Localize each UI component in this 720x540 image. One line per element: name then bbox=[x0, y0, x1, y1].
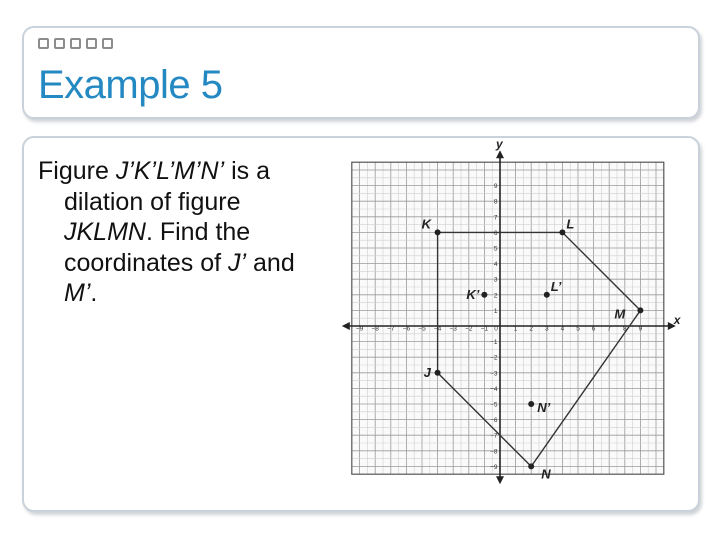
y-axis-label: y bbox=[496, 137, 503, 152]
vertex-n-prime-label: N’ bbox=[537, 400, 551, 415]
x-tick-label: 1 bbox=[513, 325, 518, 333]
x-tick-label: −5 bbox=[418, 325, 426, 333]
y-tick-label: 8 bbox=[493, 198, 498, 206]
y-tick-label: 7 bbox=[493, 214, 498, 222]
vertex-k-prime-point bbox=[481, 292, 487, 298]
y-tick-label: 1 bbox=[493, 307, 498, 315]
y-tick-label: −5 bbox=[490, 401, 498, 409]
square-icon bbox=[102, 38, 113, 49]
point-name: J’ bbox=[228, 248, 247, 277]
x-tick-label: −1 bbox=[480, 325, 489, 333]
y-tick-label: 4 bbox=[493, 261, 498, 269]
vertex-l-prime-label: L’ bbox=[550, 278, 562, 294]
square-icon bbox=[70, 38, 81, 49]
y-tick-label: 3 bbox=[493, 276, 498, 284]
vertex-n-prime-point bbox=[528, 401, 534, 407]
vertex-l-label: L bbox=[566, 216, 575, 232]
y-tick-label: 9 bbox=[493, 183, 498, 191]
x-tick-label: 8 bbox=[622, 325, 627, 333]
x-tick-label: 9 bbox=[638, 325, 643, 333]
vertex-n-point bbox=[528, 463, 534, 469]
x-tick-label: −9 bbox=[355, 325, 364, 333]
y-tick-label: −3 bbox=[490, 370, 498, 378]
decorative-squares bbox=[38, 38, 113, 49]
y-tick-label: −8 bbox=[490, 448, 498, 456]
y-tick-label: 2 bbox=[493, 292, 498, 300]
vertex-m-label: M bbox=[614, 306, 626, 322]
x-tick-label: 4 bbox=[560, 325, 565, 333]
x-tick-label: −7 bbox=[387, 325, 395, 333]
vertex-n-label: N bbox=[541, 466, 551, 482]
vertex-j-label: J bbox=[423, 364, 431, 380]
x-tick-label: 5 bbox=[576, 325, 580, 333]
x-tick-label: −3 bbox=[449, 325, 457, 333]
figure-prime-name: J’K’L’M’N’ bbox=[115, 157, 225, 185]
x-tick-label: 2 bbox=[529, 325, 534, 333]
x-tick-label: −6 bbox=[402, 325, 411, 333]
problem-text-part: . bbox=[90, 279, 98, 307]
y-tick-label: −6 bbox=[490, 417, 498, 425]
y-tick-label: −2 bbox=[490, 354, 498, 362]
vertex-l-point bbox=[559, 229, 565, 235]
slide-title: Example 5 bbox=[38, 63, 223, 107]
vertex-k-label: K bbox=[421, 216, 431, 232]
problem-text-part: and bbox=[246, 248, 295, 277]
x-tick-label: 3 bbox=[544, 325, 549, 333]
y-tick-label: −9 bbox=[490, 463, 498, 471]
x-tick-label: 0 bbox=[494, 325, 498, 333]
y-axis-arrow-icon bbox=[496, 150, 504, 158]
y-tick-label: 6 bbox=[493, 229, 498, 237]
vertex-l-prime-point bbox=[544, 292, 550, 298]
vertex-k-point bbox=[435, 229, 441, 235]
x-axis-arrow-icon bbox=[342, 322, 350, 330]
problem-text-part: . Find the coordinates of bbox=[64, 218, 251, 277]
vertex-k-prime-label: K’ bbox=[466, 286, 480, 302]
y-tick-label: −7 bbox=[490, 432, 498, 440]
square-icon bbox=[54, 38, 65, 49]
vertex-m-point bbox=[637, 307, 643, 313]
coordinate-graph bbox=[350, 137, 682, 496]
point-name: M’ bbox=[64, 279, 91, 307]
title-panel bbox=[22, 26, 700, 119]
x-tick-label: −8 bbox=[371, 325, 379, 333]
x-tick-label: −4 bbox=[433, 325, 442, 333]
square-icon bbox=[38, 38, 49, 49]
figure-original-name: JKLMN bbox=[64, 218, 146, 246]
x-tick-label: 7 bbox=[607, 325, 612, 333]
y-tick-label: −4 bbox=[490, 385, 498, 393]
x-axis-label: x bbox=[673, 313, 681, 327]
problem-text-part: is a dilation of figure bbox=[64, 157, 271, 216]
content-panel bbox=[22, 136, 700, 512]
y-tick-label: 5 bbox=[493, 245, 498, 253]
x-tick-label: 6 bbox=[591, 325, 596, 333]
problem-text-part: Figure bbox=[38, 157, 116, 185]
y-tick-label: −1 bbox=[490, 339, 498, 347]
problem-text bbox=[38, 156, 330, 309]
vertex-j-point bbox=[435, 370, 441, 376]
square-icon bbox=[86, 38, 97, 49]
y-axis-arrow-icon bbox=[496, 476, 504, 484]
x-tick-label: −2 bbox=[465, 325, 473, 333]
